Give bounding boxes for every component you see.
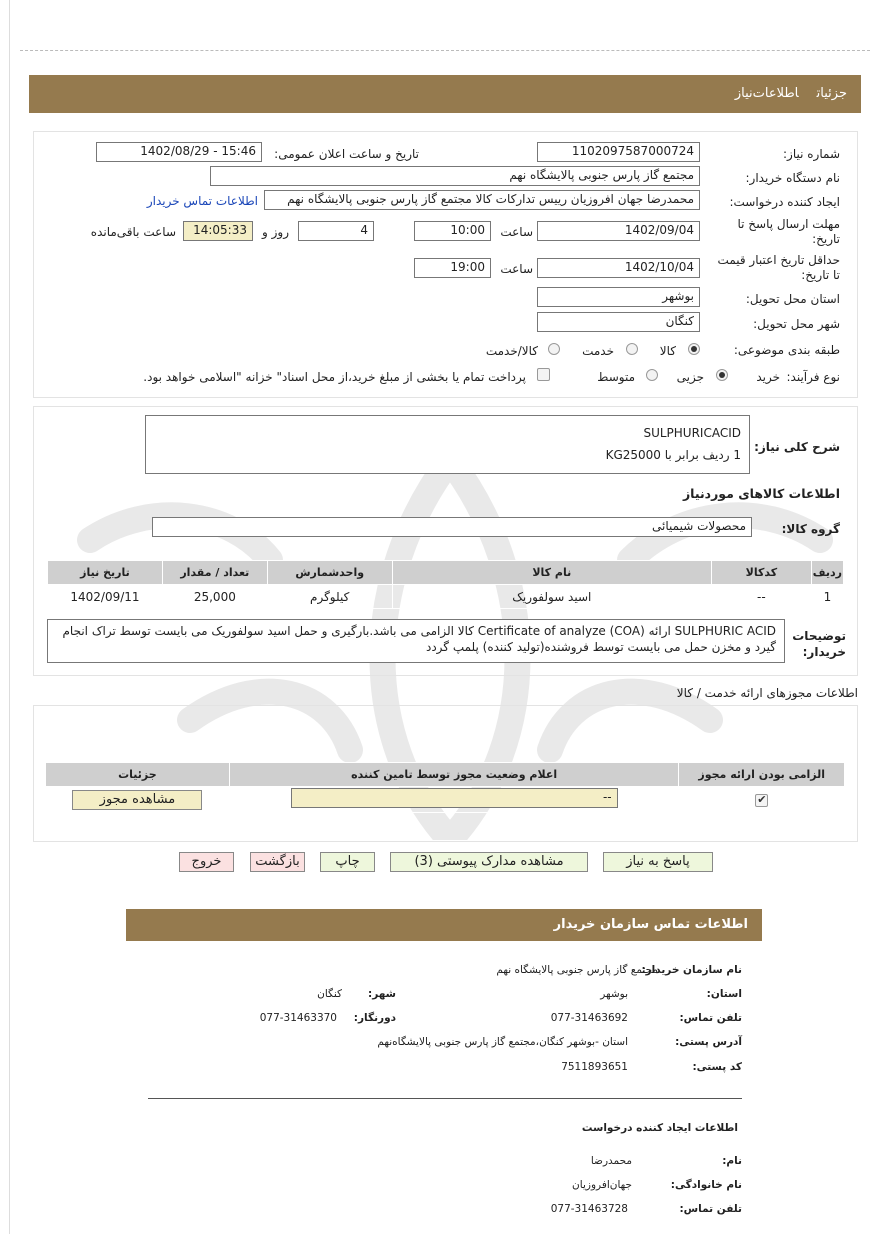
license-status-field[interactable]: -- (291, 788, 618, 808)
creator-name: محمدرضا (590, 1155, 632, 1167)
category-goods-radio[interactable] (688, 343, 700, 355)
remaining-time-label: ساعت باقی‌مانده (90, 225, 176, 239)
creator-phone-label: تلفن تماس: (679, 1203, 742, 1215)
cell-date: 1402/09/11 (48, 585, 163, 609)
goods-table (47, 560, 844, 609)
treasury-payment-checkbox[interactable] (537, 368, 550, 381)
col-name: نام کالا (392, 561, 711, 585)
validity-date-field: 1402/10/04 (537, 258, 700, 278)
province-field: بوشهر (537, 287, 700, 307)
summary-line-1: SULPHURICACID (643, 426, 741, 440)
deadline-label: مهلت ارسال پاسخ تا تاریخ: (737, 217, 840, 246)
contact-fax-label: دورنگار: (353, 1012, 396, 1024)
deadline-time-label: ساعت (500, 225, 533, 239)
reply-button[interactable]: پاسخ به نیاز (603, 852, 713, 872)
license-required-checkbox (755, 794, 768, 807)
remaining-days-field: 4 (298, 221, 374, 241)
announce-date-label: تاریخ و ساعت اعلان عمومی: (274, 147, 419, 161)
process-buy-label: خرید (756, 370, 780, 384)
contact-org-label: نام سازمان خریدار: (641, 964, 742, 976)
need-number-label: شماره نیاز: (783, 147, 840, 161)
remaining-time-field: 14:05:33 (183, 221, 253, 241)
table-row (46, 787, 845, 813)
top-divider (20, 50, 870, 51)
category-service-radio[interactable] (626, 343, 638, 355)
process-medium-label: متوسط (597, 370, 635, 384)
buyer-org-field: مجتمع گاز پارس جنوبی پالایشگاه نهم (210, 166, 700, 186)
city-label: شهر محل تحویل: (753, 317, 840, 331)
category-goods-label: کالا (659, 344, 676, 358)
col-row: ردیف (811, 561, 843, 585)
validity-time-label: ساعت (500, 262, 533, 276)
summary-field (145, 415, 750, 474)
cell-qty: 25,000 (162, 585, 267, 609)
deadline-date-field: 1402/09/04 (537, 221, 700, 241)
buyer-org-label: نام دستگاه خریدار: (745, 171, 840, 185)
creator-phone: 077-31463728 (550, 1203, 628, 1215)
cell-name: اسید سولفوریک (392, 585, 711, 609)
cell-unit: کیلوگرم (267, 585, 392, 609)
goods-group-label: گروه کالا: (781, 522, 840, 536)
licenses-table (45, 762, 845, 813)
cell-code: -- (711, 585, 811, 609)
deadline-time-field: 10:00 (414, 221, 491, 241)
col-unit: واحدشمارش (267, 561, 392, 585)
creator-field: محمدرضا جهان افروزیان رییس تدارکات کالا مجتمع گاز پارس جنوبی پالایشگاه نهم (264, 190, 700, 210)
view-license-button[interactable]: مشاهده مجوز (72, 790, 202, 810)
summary-line-2: 1 ردیف برابر با KG25000 (605, 448, 741, 462)
announce-date-field: 1402/08/29 - 15:46 (96, 142, 262, 162)
cell-row: 1 (811, 585, 843, 609)
goods-group-field: محصولات شیمیائی (152, 517, 752, 537)
contact-phone: 077-31463692 (550, 1012, 628, 1024)
details-header-bar (29, 75, 861, 113)
col-details: جزئیات (46, 763, 230, 787)
contact-phone-label: تلفن تماس: (679, 1012, 742, 1024)
contact-fax: 077-31463370 (259, 1012, 337, 1024)
licenses-title: اطلاعات مجوزهای ارائه خدمت / کالا (676, 686, 858, 700)
process-minor-label: جزیی (676, 370, 704, 384)
contact-address-label: آدرس پستی: (675, 1036, 742, 1048)
check-icon: ✔ (757, 792, 767, 806)
contact-postal-label: کد پستی: (692, 1061, 742, 1073)
breadcrumb (717, 86, 847, 101)
creator-name-label: نام: (722, 1155, 742, 1167)
contact-divider (148, 1098, 742, 1099)
remaining-days-label: روز و (262, 225, 289, 239)
col-status: اعلام وضعیت مجوز توسط تامین کننده (229, 763, 679, 787)
col-required: الزامی بودن ارائه مجوز (679, 763, 845, 787)
creator-family: جهان‌افروزیان (572, 1179, 632, 1191)
contact-org: مجتمع گاز پارس جنوبی پالایشگاه نهم (496, 964, 658, 976)
contact-postal: 7511893651 (561, 1061, 628, 1073)
contact-header-bar: اطلاعات تماس سازمان خریدار (126, 909, 762, 941)
process-medium-radio[interactable] (646, 369, 658, 381)
process-type-label: نوع فرآیند: (786, 370, 840, 384)
contact-city-label: شهر: (368, 988, 396, 1000)
print-button[interactable]: چاپ (320, 852, 375, 872)
goods-info-title: اطلاعات کالاهای موردنیاز (682, 486, 840, 501)
contact-address: استان -بوشهر کنگان،مجتمع گاز پارس جنوبی پالایشگاه‌نهم (377, 1036, 628, 1048)
category-both-label: کالا/خدمت (485, 344, 538, 358)
category-service-label: خدمت (582, 344, 614, 358)
process-minor-radio[interactable] (716, 369, 728, 381)
city-field: کنگان (537, 312, 700, 332)
buyer-notes-label: توضیحات خریدار: (792, 629, 846, 659)
treasury-payment-note: پرداخت تمام یا بخشی از مبلغ خرید،از محل اسناد" خزانه "اسلامی خواهد بود. (143, 370, 526, 384)
category-label: طبقه بندی موضوعی: (733, 343, 840, 357)
col-code: کدکالا (711, 561, 811, 585)
contact-city: کنگان (317, 988, 342, 1000)
breadcrumb-details[interactable]: جزئیات (816, 86, 847, 101)
summary-label: شرح کلی نیاز: (754, 440, 840, 454)
col-date: تاریخ نیاز (48, 561, 163, 585)
exit-button[interactable]: خروج (179, 852, 234, 872)
col-qty: تعداد / مقدار (162, 561, 267, 585)
validity-time-field: 19:00 (414, 258, 491, 278)
creator-family-label: نام خانوادگی: (670, 1179, 742, 1191)
page-left-border (9, 0, 10, 1234)
back-button[interactable]: بازگشت (250, 852, 305, 872)
need-number-field: 1102097587000724 (537, 142, 700, 162)
province-label: استان محل تحویل: (745, 292, 840, 306)
breadcrumb-need-info[interactable]: اطلاعات‌نیاز (734, 86, 799, 101)
creator-info-title: اطلاعات ایجاد کننده درخواست (581, 1122, 738, 1134)
contact-province: بوشهر (600, 988, 628, 1000)
category-both-radio[interactable] (548, 343, 560, 355)
creator-label: ایجاد کننده درخواست: (729, 195, 840, 209)
validity-label: حداقل تاریخ اعتبار قیمت تا تاریخ: (717, 253, 840, 282)
buyer-contact-link[interactable]: اطلاعات تماس خریدار (146, 194, 258, 208)
attachments-button[interactable]: مشاهده مدارک پیوستی (3) (390, 852, 588, 872)
buyer-notes-field: SULPHURIC ACID ارائه Certificate of analyze (COA) کالا الزامی می باشد.بارگیری و حمل اسید سولفوریک می بایست توسط تراک انجام گیرد و مخزن حمل می بایست توسط فروشنده(تولید کننده) پلمپ گردد (47, 619, 785, 663)
table-row (48, 585, 844, 609)
contact-province-label: استان: (706, 988, 742, 1000)
